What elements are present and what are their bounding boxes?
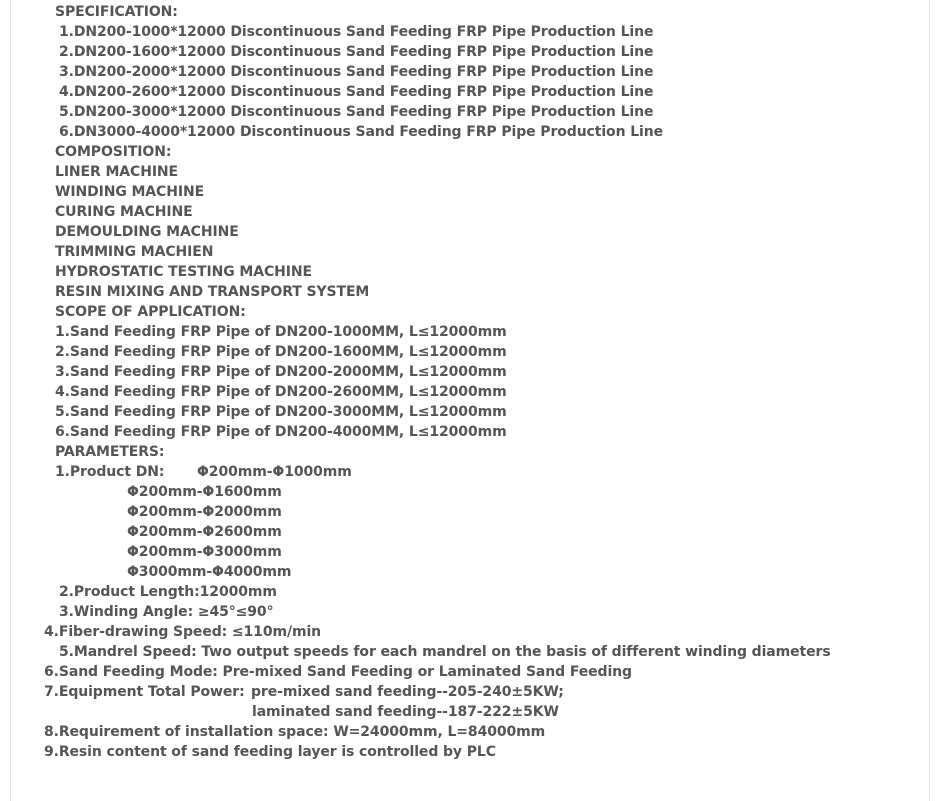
product-dn-value: Φ200mm-Φ2600mm [127, 524, 282, 540]
scope-heading: SCOPE OF APPLICATION: [55, 304, 246, 320]
composition-item: LINER MACHINE [55, 164, 179, 180]
sand-feeding-mode: 6.Sand Feeding Mode: Pre-mixed Sand Feeding or Laminated Sand Feeding [44, 664, 632, 680]
scope-item: 1.Sand Feeding FRP Pipe of DN200-1000MM, L≤12000mm [55, 324, 507, 340]
scope-item: 4.Sand Feeding FRP Pipe of DN200-2600MM, L≤12000mm [55, 384, 507, 400]
installation-space: 8.Requirement of installation space: W=24000mm, L=84000mm [44, 724, 546, 740]
equipment-power-value: laminated sand feeding--187-222±5KW [252, 704, 559, 720]
specification-item: 3.DN200-2000*12000 Discontinuous Sand Feeding FRP Pipe Production Line [59, 64, 654, 80]
mandrel-speed: 5.Mandrel Speed: Two output speeds for each mandrel on the basis of different winding diameters [59, 644, 831, 660]
product-length: 2.Product Length:12000mm [59, 584, 277, 600]
product-dn-value: Φ200mm-Φ2000mm [127, 504, 282, 520]
product-dn-value: Φ200mm-Φ1600mm [127, 484, 282, 500]
scope-item: 2.Sand Feeding FRP Pipe of DN200-1600MM, L≤12000mm [55, 344, 507, 360]
equipment-power-label: 7.Equipment Total Power: [44, 684, 245, 700]
winding-angle: 3.Winding Angle: ≥45°≤90° [59, 604, 274, 620]
product-dn-value: Φ3000mm-Φ4000mm [127, 564, 292, 580]
scope-item: 6.Sand Feeding FRP Pipe of DN200-4000MM, L≤12000mm [55, 424, 507, 440]
scope-item: 5.Sand Feeding FRP Pipe of DN200-3000MM, L≤12000mm [55, 404, 507, 420]
specification-heading: SPECIFICATION: [55, 4, 178, 20]
fiber-drawing-speed: 4.Fiber-drawing Speed: ≤110m/min [44, 624, 322, 640]
parameters-heading: PARAMETERS: [55, 444, 165, 460]
scope-item: 3.Sand Feeding FRP Pipe of DN200-2000MM, L≤12000mm [55, 364, 507, 380]
product-dn-label: 1.Product DN: [55, 464, 165, 480]
specification-item: 1.DN200-1000*12000 Discontinuous Sand Feeding FRP Pipe Production Line [59, 24, 654, 40]
composition-item: TRIMMING MACHIEN [55, 244, 214, 260]
composition-item: DEMOULDING MACHINE [55, 224, 239, 240]
equipment-power-value: pre-mixed sand feeding--205-240±5KW; [251, 684, 564, 700]
specification-item: 4.DN200-2600*12000 Discontinuous Sand Feeding FRP Pipe Production Line [59, 84, 654, 100]
specification-item: 2.DN200-1600*12000 Discontinuous Sand Feeding FRP Pipe Production Line [59, 44, 654, 60]
composition-item: RESIN MIXING AND TRANSPORT SYSTEM [55, 284, 370, 300]
composition-heading: COMPOSITION: [55, 144, 172, 160]
composition-item: CURING MACHINE [55, 204, 193, 220]
specification-item: 6.DN3000-4000*12000 Discontinuous Sand Feeding FRP Pipe Production Line [59, 124, 663, 140]
resin-content: 9.Resin content of sand feeding layer is controlled by PLC [44, 744, 496, 760]
composition-item: HYDROSTATIC TESTING MACHINE [55, 264, 312, 280]
product-dn-value: Φ200mm-Φ1000mm [197, 464, 352, 480]
product-dn-value: Φ200mm-Φ3000mm [127, 544, 282, 560]
specification-item: 5.DN200-3000*12000 Discontinuous Sand Feeding FRP Pipe Production Line [59, 104, 654, 120]
composition-item: WINDING MACHINE [55, 184, 205, 200]
